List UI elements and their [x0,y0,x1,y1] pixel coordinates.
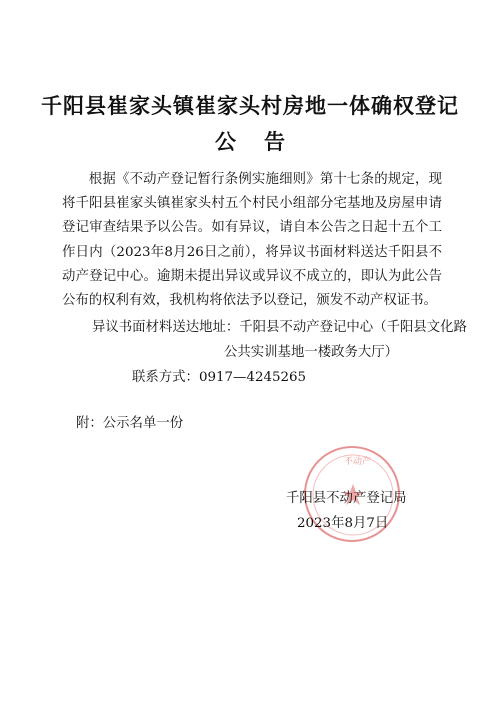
notice-body: 根据《不动产登记暂行条例实施细则》第十七条的规定，现将千阳县崔家头镇崔家头村五个村民小组部分宅基地及房屋申请登记审查结果予以公告。如有异议，请自本公告之日起十五个工作日内（2023年8月26日之前），将异议书面材料送达千阳县不动产登记中心。逾期未提出异议或异议不成立的，即认为此公告公布的权利有效，我机构将依法予以登记，颁发不动产权证书。 [62,172,442,309]
address-line-2: 公共实训基地一楼政务大厅） [224,345,399,360]
attachment-note: 附：公示名单一份 [76,416,184,431]
issuer-name: 千阳县不动产登记局 [286,491,407,506]
notice-title: 千阳县崔家头镇崔家头村房地一体确权登记 [41,93,459,118]
seal-text: 不动产 [344,457,372,467]
contact-info: 联系方式：0917—4245265 [132,370,307,385]
address-line-1: 异议书面材料送达地址：千阳县不动产登记中心（千阳县文化路 [92,320,467,335]
issue-date: 2023年8月7日 [297,516,389,531]
notice-subtitle: 公告 [215,129,313,154]
